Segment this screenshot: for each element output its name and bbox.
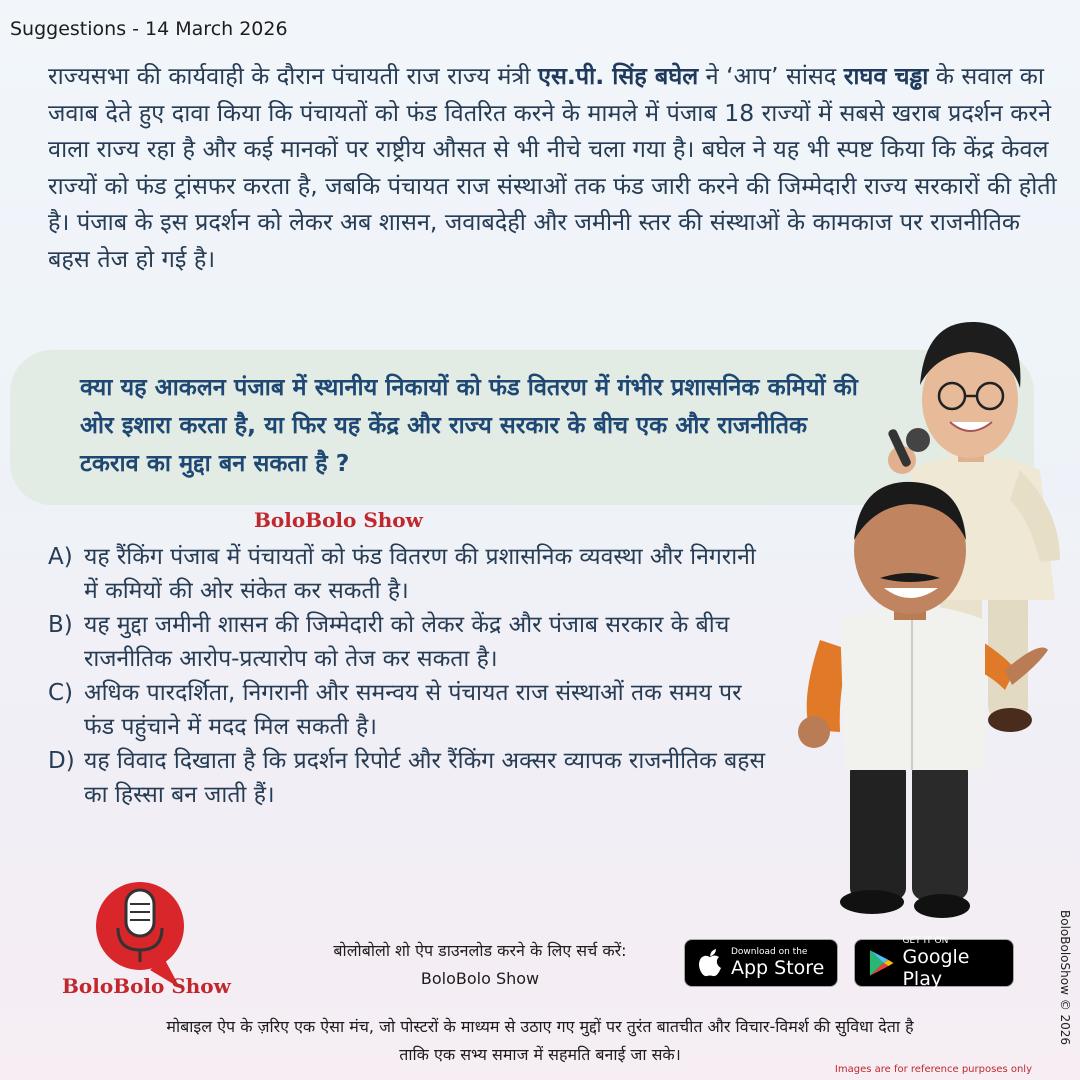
poll-options (48, 540, 768, 812)
footer-line-1: मोबाइल ऐप के ज़रिए एक ऐसा मंच, जो पोस्टरों के माध्यम से उठाए गए मुद्दों पर तुरंत बातचीत और विचार-विमर्श की सुविधा देता है (166, 1017, 914, 1036)
intro-text-1: राज्यसभा की कार्यवाही के दौरान पंचायती राज राज्य मंत्री (48, 62, 538, 90)
poll-question: क्या यह आकलन पंजाब में स्थानीय निकायों को फंड वितरण में गंभीर प्रशासनिक कमियों की ओर इशारा करता है, या फिर यह केंद्र और राज्य सरकार के बीच एक और राजनीतिक टकराव का मुद्दा बन सकता है ? (80, 373, 858, 477)
intro-text-2: ने ‘आप’ सांसद (698, 62, 844, 90)
app-store-small-text: Download on the (731, 947, 808, 957)
logo-wordmark: BoloBolo Show (62, 974, 231, 998)
option-letter: B) (48, 612, 73, 638)
app-store-big-text: App Store (731, 957, 825, 979)
google-play-big-text: Google Play (902, 946, 970, 990)
cta-line-2: BoloBolo Show (420, 969, 540, 988)
google-play-small-text: GET IT ON (902, 936, 949, 946)
footer-line-2: ताकि एक सभ्य समाज में सहमति बनाई जा सके। (399, 1045, 681, 1064)
date-label: Suggestions - 14 March 2026 (10, 18, 288, 40)
footer-text (30, 1013, 1050, 1069)
option-text: यह रैंकिंग पंजाब में पंचायतों को फंड वितरण की प्रशासनिक व्यवस्था और निगरानी में कमियों की ओर संकेत कर सकती है। (84, 544, 756, 604)
app-download-cta (290, 937, 670, 993)
caricature-minister (790, 470, 1050, 930)
option-letter: D) (48, 748, 75, 774)
option-letter: C) (48, 680, 74, 706)
option-c[interactable] (48, 676, 768, 744)
minister-name: एस.पी. सिंह बघेल (537, 62, 699, 90)
google-play-button[interactable] (854, 936, 1014, 990)
copyright-vertical (1058, 910, 1074, 1060)
option-text: यह मुद्दा जमीनी शासन की जिम्मेदारी को लेकर केंद्र और पंजाब सरकार के बीच राजनीतिक आरोप-प्रत्यारोप को तेज कर सकता है। (84, 612, 730, 672)
option-d[interactable] (48, 744, 768, 812)
option-text: अधिक पारदर्शिता, निगरानी और समन्वय से पंचायत राज संस्थाओं तक समय पर फंड पहुंचाने में मदद मिल सकती है। (84, 680, 742, 740)
option-text: यह विवाद दिखाता है कि प्रदर्शन रिपोर्ट और रैंकिंग अक्सर व्यापक राजनीतिक बहस का हिस्सा बन जाती हैं। (84, 748, 766, 808)
google-play-icon (867, 948, 894, 978)
app-store-button[interactable] (684, 939, 838, 987)
cta-line-1: बोलोबोलो शो ऐप डाउनलोड करने के लिए सर्च करें: (333, 941, 627, 960)
intro-paragraph (48, 58, 1058, 277)
disclaimer: Images are for reference purposes only (834, 1064, 1032, 1075)
intro-text-3: के सवाल का जवाब देते हुए दावा किया कि पंचायतों को फंड वितरित करने के मामले में पंजाब 18 राज्यों में सबसे खराब प्रदर्शन करने वाला राज्य रहा है और कई मानकों पर राष्ट्रीय औसत से भी नीचे चला गया है। बघेल ने यह भी स्पष्ट किया कि केंद्र केवल राज्यों को फंड ट्रांसफर करता है, जबकि पंचायत राज संस्थाओं तक फंड जारी करने की जिम्मेदारी राज्य सरकारों की होती है। पंजाब के इस प्रदर्शन को लेकर अब शासन, जवाबदेही और जमीनी स्तर की संस्थाओं के कामकाज पर राजनीतिक बहस तेज हो गई है। (48, 62, 1057, 273)
option-letter: A) (48, 544, 73, 570)
mp-name: राघव चड्ढा (843, 62, 929, 90)
apple-icon (697, 948, 723, 978)
copyright-text: BoloBoloShow © 2026 (1058, 910, 1072, 1046)
option-a[interactable] (48, 540, 768, 608)
option-b[interactable] (48, 608, 768, 676)
brand-label: BoloBolo Show (254, 508, 423, 532)
